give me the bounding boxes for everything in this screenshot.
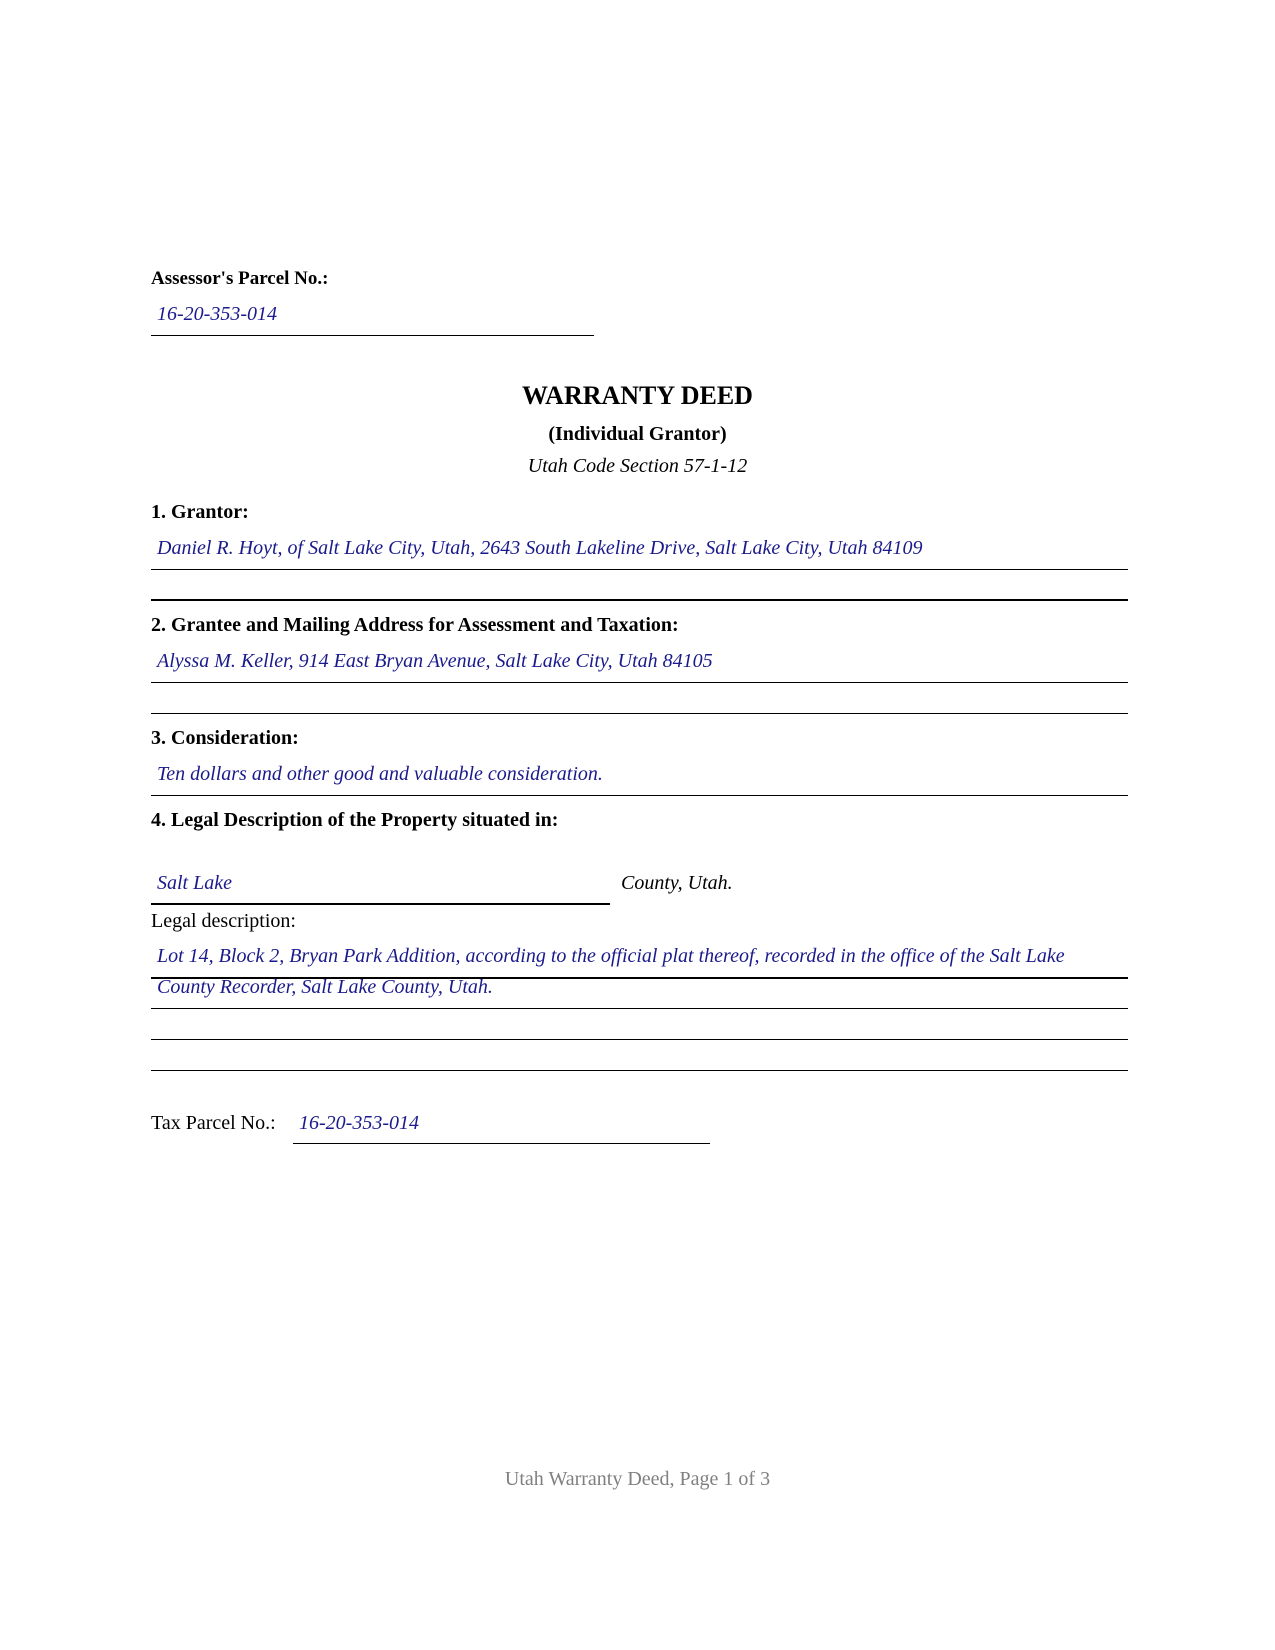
tax-parcel-label: Tax Parcel No.:: [151, 1112, 276, 1134]
consideration-underline: [151, 795, 1128, 796]
assessor-parcel-label: Assessor's Parcel No.:: [151, 268, 329, 289]
grantee-underline-1: [151, 682, 1128, 683]
grantee-underline-2: [151, 713, 1128, 714]
legal-description-underline-4: [151, 1070, 1128, 1071]
grantor-value[interactable]: Daniel R. Hoyt, of Salt Lake City, Utah, 2643 South Lakeline Drive, Salt Lake City, Utah 84109: [157, 537, 923, 559]
county-suffix: County, Utah.: [621, 872, 733, 894]
grantor-label: 1. Grantor:: [151, 501, 249, 523]
assessor-parcel-underline: [151, 335, 594, 336]
tax-parcel-underline: [293, 1143, 710, 1144]
document-title: WARRANTY DEED: [522, 381, 753, 410]
grantor-underline-1: [151, 569, 1128, 570]
consideration-label: 3. Consideration:: [151, 727, 299, 749]
county-value[interactable]: Salt Lake: [157, 872, 232, 894]
grantee-value[interactable]: Alyssa M. Keller, 914 East Bryan Avenue, Salt Lake City, Utah 84105: [157, 650, 713, 672]
legal-description-line-1[interactable]: Lot 14, Block 2, Bryan Park Addition, according to the official plat thereof, recorded in the office of the Salt Lake: [157, 945, 1065, 967]
document-subtitle: (Individual Grantor): [548, 423, 727, 445]
legal-description-line-2[interactable]: County Recorder, Salt Lake County, Utah.: [157, 976, 493, 998]
legal-description-underline-3: [151, 1039, 1128, 1040]
grantor-underline-2: [151, 599, 1128, 601]
assessor-parcel-value[interactable]: 16-20-353-014: [157, 303, 277, 325]
consideration-value[interactable]: Ten dollars and other good and valuable consideration.: [157, 763, 603, 785]
county-underline: [151, 903, 610, 905]
code-reference: Utah Code Section 57-1-12: [527, 455, 748, 477]
legal-description-underline-2: [151, 1008, 1128, 1009]
page-footer: Utah Warranty Deed, Page 1 of 3: [504, 1468, 771, 1490]
tax-parcel-value[interactable]: 16-20-353-014: [299, 1112, 419, 1134]
legal-description-heading: 4. Legal Description of the Property situated in:: [151, 809, 559, 831]
grantee-label: 2. Grantee and Mailing Address for Assessment and Taxation:: [151, 614, 679, 636]
legal-description-label: Legal description:: [151, 910, 296, 932]
